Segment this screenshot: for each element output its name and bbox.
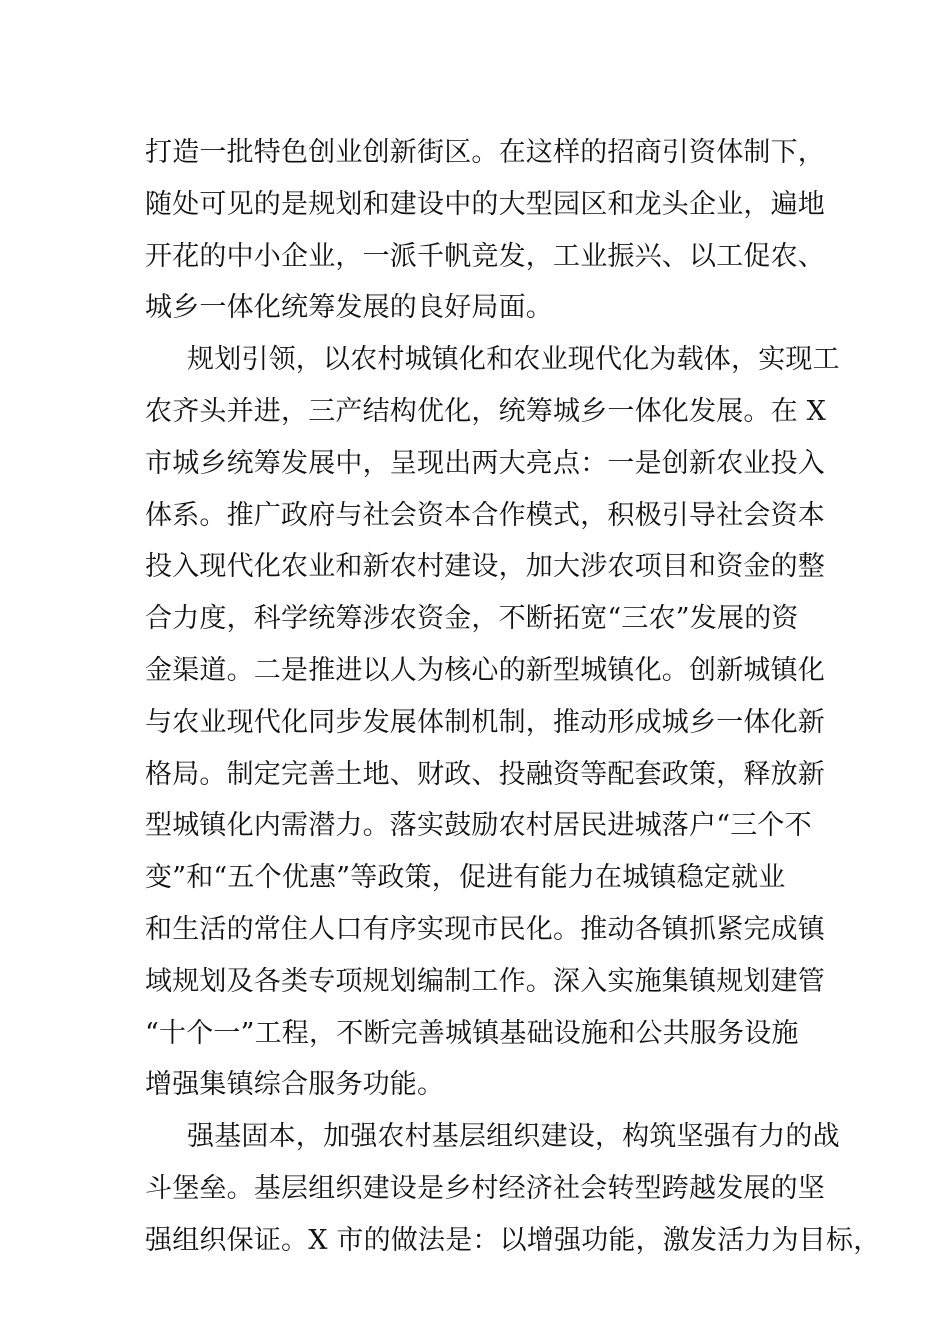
text-line: 增强集镇综合服务功能。 [145, 1069, 445, 1101]
text-line: 开花的中小企业，一派千帆竞发，工业振兴、以工促农、 [145, 240, 825, 272]
text-line: 随处可见的是规划和建设中的大型园区和龙头企业，遍地 [145, 188, 825, 220]
text-line: “十个一”工程，不断完善城镇基础设施和公共服务设施 [145, 1017, 799, 1049]
text-line: 体系。推广政府与社会资本合作模式，积极引导社会资本 [145, 499, 825, 531]
text-line: 市城乡统筹发展中，呈现出两大亮点：一是创新农业投入 [145, 447, 825, 479]
text-line: 和生活的常住人口有序实现市民化。推动各镇抓紧完成镇 [145, 913, 825, 945]
text-line: 强组织保证。X 市的做法是：以增强功能，激发活力为目标， [145, 1224, 881, 1256]
text-line: 格局。制定完善土地、财政、投融资等配套政策，释放新 [145, 758, 825, 790]
text-line: 打造一批特色创业创新街区。在这样的招商引资体制下， [145, 137, 825, 168]
text-line: 农齐头并进，三产结构优化，统筹城乡一体化发展。在 X [145, 395, 827, 427]
document-body [145, 127, 881, 1267]
text-line: 变”和“五个优惠”等政策，促进有能力在城镇稳定就业 [145, 862, 786, 894]
text-line: 与农业现代化同步发展体制机制，推动形成城乡一体化新 [145, 706, 825, 738]
text-line: 投入现代化农业和新农村建设，加大涉农项目和资金的整 [145, 551, 825, 583]
text-line: 金渠道。二是推进以人为核心的新型城镇化。创新城镇化 [145, 654, 825, 686]
text-line: 斗堡垒。基层组织建设是乡村经济社会转型跨越发展的坚 [145, 1172, 825, 1204]
text-line: 域规划及各类专项规划编制工作。深入实施集镇规划建管 [145, 965, 825, 997]
text-line: 合力度，科学统筹涉农资金，不断拓宽“三农”发展的资 [145, 603, 799, 635]
text-line: 城乡一体化统筹发展的良好局面。 [145, 292, 553, 324]
paragraph-first-line: 规划引领，以农村城镇化和农业现代化为载体，实现工 [187, 344, 840, 376]
paragraph-first-line: 强基固本，加强农村基层组织建设，构筑坚强有力的战 [187, 1121, 840, 1153]
text-line: 型城镇化内需潜力。落实鼓励农村居民进城落户“三个不 [145, 810, 812, 842]
